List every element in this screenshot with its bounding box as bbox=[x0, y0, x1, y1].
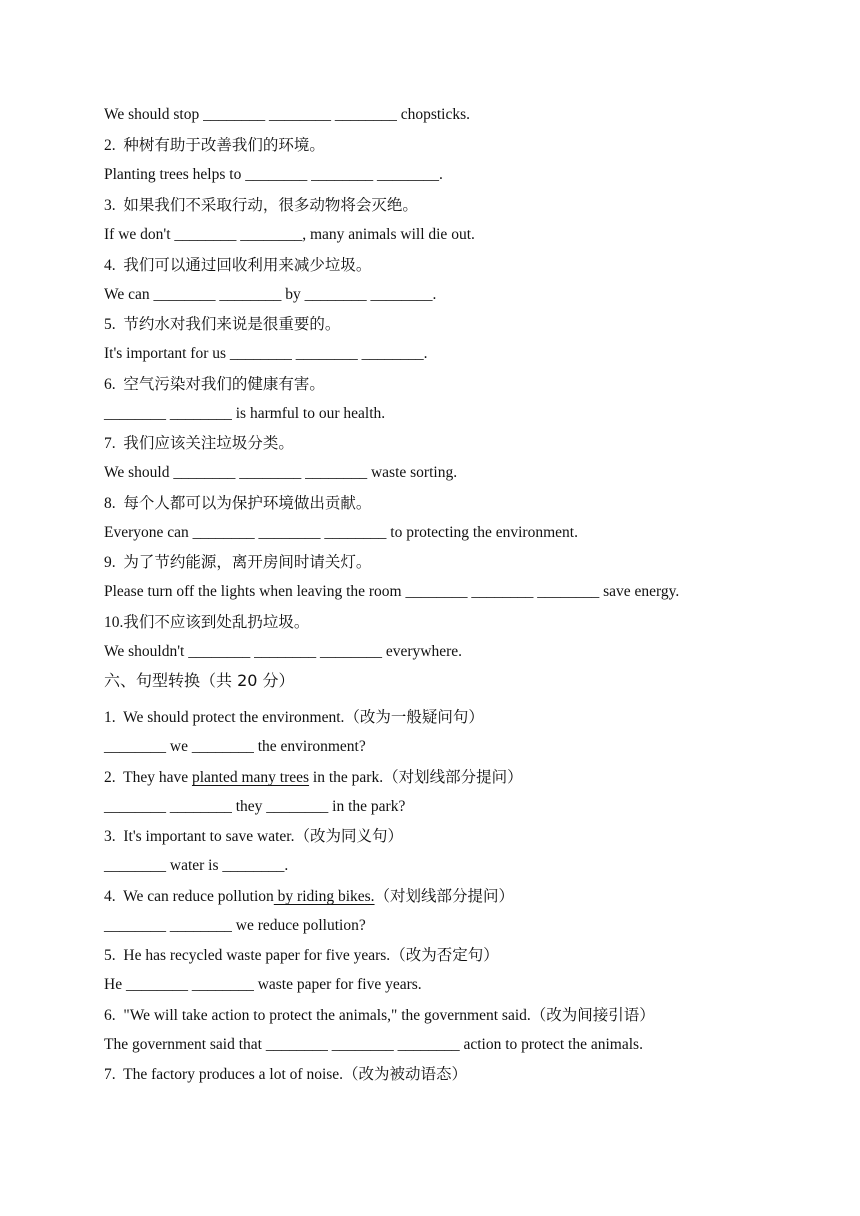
transform-question-2: 2. They have planted many trees in the park.（对划线部分提问） bbox=[104, 768, 523, 786]
question-4: 4. 我们可以通过回收利用来减少垃圾。 bbox=[104, 256, 372, 274]
answer-line-5: It's important for us ________ ________ ________. bbox=[104, 345, 428, 362]
transform-answer-1: ________ we ________ the environment? bbox=[104, 738, 366, 755]
section-heading: 六、句型转换（共 20 分） bbox=[104, 671, 295, 690]
answer-line-7: We should ________ ________ ________ waste sorting. bbox=[104, 464, 458, 481]
transform-question-5: 5. He has recycled waste paper for five years.（改为否定句） bbox=[104, 946, 499, 964]
answer-line-1: We should stop ________ ________ ________ chopsticks. bbox=[104, 106, 471, 123]
answer-line-6: ________ ________ is harmful to our health. bbox=[104, 405, 386, 422]
answer-line-2: Planting trees helps to ________ ________ ________. bbox=[104, 166, 443, 183]
answer-line-4: We can ________ ________ by ________ ________. bbox=[104, 286, 437, 303]
question-2: 2. 种树有助于改善我们的环境。 bbox=[104, 136, 325, 154]
answer-line-8: Everyone can ________ ________ ________ to protecting the environment. bbox=[104, 524, 578, 541]
transform-question-4: 4. We can reduce pollution by riding bikes.（对划线部分提问） bbox=[104, 887, 515, 905]
transform-question-6: 6. "We will take action to protect the animals," the government said.（改为间接引语） bbox=[104, 1006, 655, 1024]
question-10: 10.我们不应该到处乱扔垃圾。 bbox=[104, 613, 310, 631]
question-8: 8. 每个人都可以为保护环境做出贡献。 bbox=[104, 494, 372, 512]
transform-question-3: 3. It's important to save water.（改为同义句） bbox=[104, 827, 403, 845]
underlined-phrase: planted many trees bbox=[191, 769, 310, 786]
answer-line-3: If we don't ________ ________, many animals will die out. bbox=[104, 226, 475, 243]
transform-answer-2: ________ ________ they ________ in the park? bbox=[104, 798, 406, 815]
transform-question-7: 7. The factory produces a lot of noise.（改为被动语态） bbox=[104, 1065, 468, 1083]
question-7: 7. 我们应该关注垃圾分类。 bbox=[104, 434, 294, 452]
transform-answer-4: ________ ________ we reduce pollution? bbox=[104, 917, 366, 934]
question-3: 3. 如果我们不采取行动，很多动物将会灭绝。 bbox=[104, 196, 418, 214]
transform-answer-5: He ________ ________ waste paper for five years. bbox=[104, 976, 422, 993]
question-9: 9. 为了节约能源，离开房间时请关灯。 bbox=[104, 553, 372, 571]
question-5: 5. 节约水对我们来说是很重要的。 bbox=[104, 315, 341, 333]
underlined-phrase: by riding bikes. bbox=[273, 888, 375, 905]
question-6: 6. 空气污染对我们的健康有害。 bbox=[104, 375, 325, 393]
transform-answer-3: ________ water is ________. bbox=[104, 857, 289, 874]
answer-line-10: We shouldn't ________ ________ ________ everywhere. bbox=[104, 643, 462, 660]
transform-answer-6: The government said that ________ ________ ________ action to protect the animals. bbox=[104, 1036, 643, 1053]
answer-line-9: Please turn off the lights when leaving the room ________ ________ ________ save energy. bbox=[104, 583, 680, 600]
transform-question-1: 1. We should protect the environment.（改为一般疑问句） bbox=[104, 708, 484, 726]
